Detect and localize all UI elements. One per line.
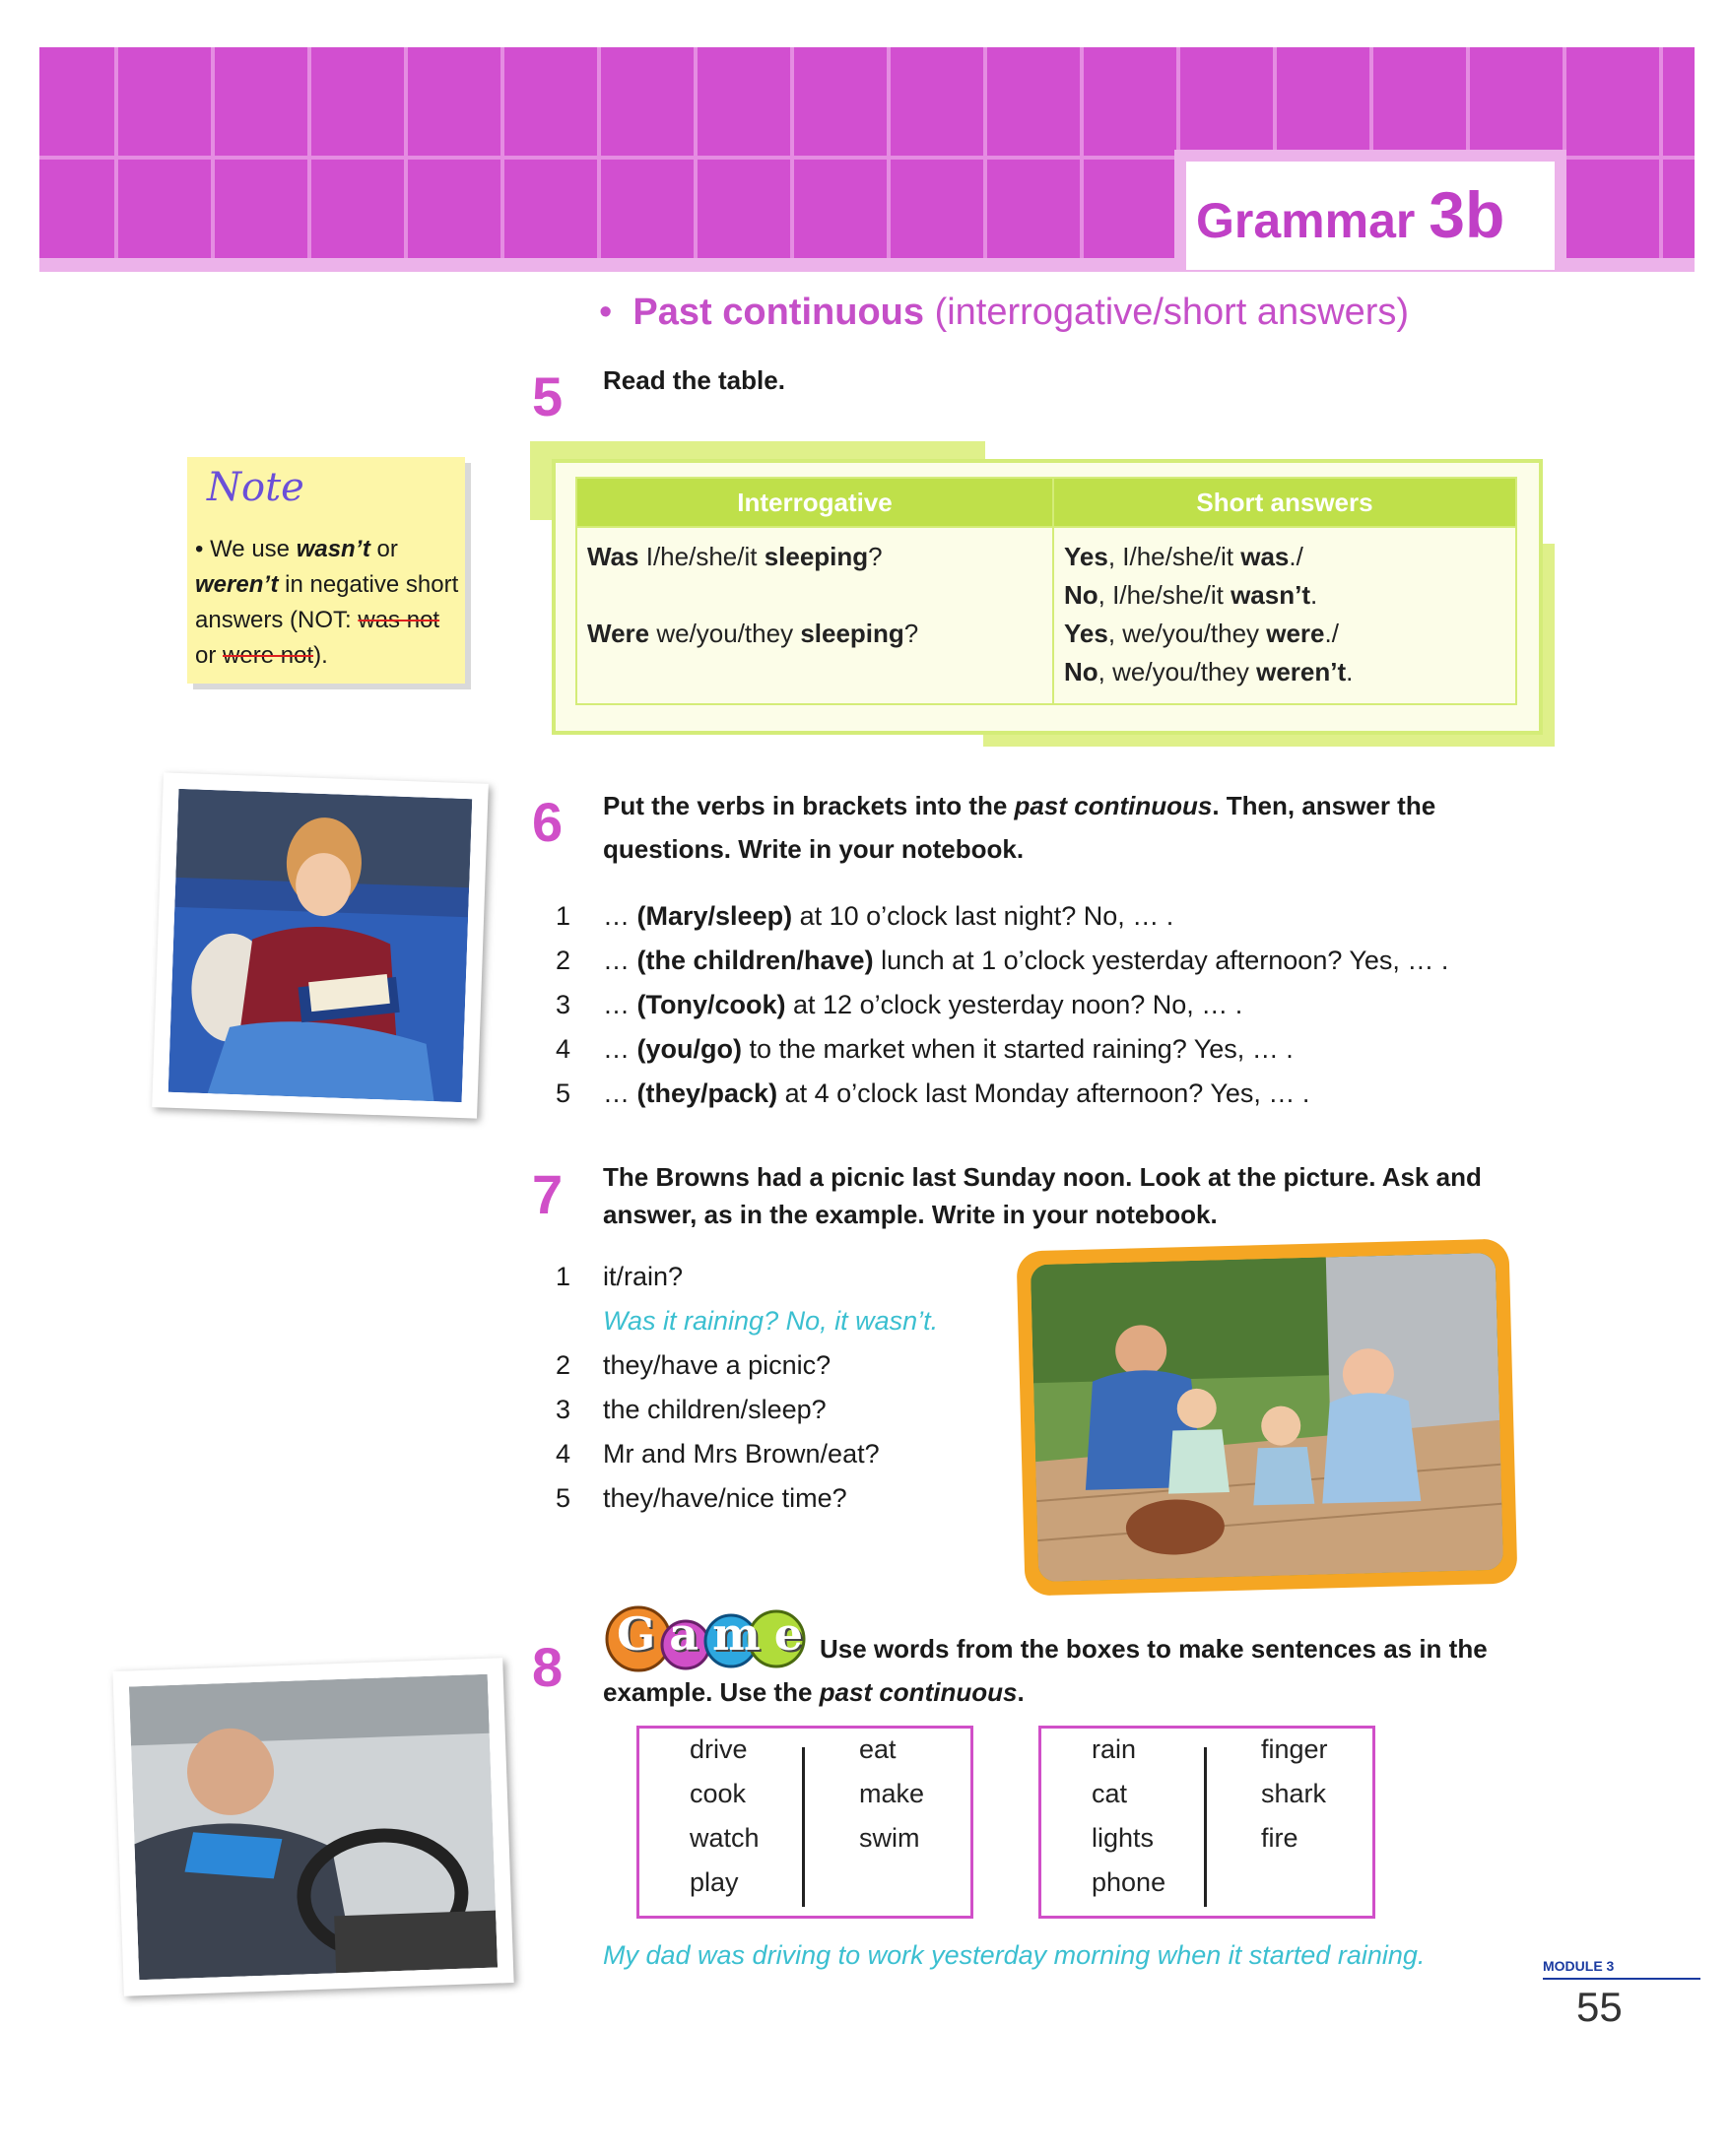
table-cell-answers <box>1053 527 1516 704</box>
module-label: MODULE 3 <box>1543 1958 1615 1974</box>
word-box-divider <box>1204 1747 1207 1907</box>
list-item: 5 … (they/pack) at 4 o’clock last Monday afternoon? Yes, … . <box>556 1078 1310 1108</box>
man-driving-illustration <box>129 1674 498 1981</box>
word-box-nouns-col2 <box>1261 1728 1328 1861</box>
word-box-verbs-col1 <box>690 1728 760 1905</box>
word-item: cat <box>1092 1779 1128 1808</box>
answer-yes-was: Yes, I/he/she/it was./ <box>1064 542 1303 571</box>
note-text: • We use wasn’t or weren’t in negative short answers (NOT: was not or were not). <box>195 536 459 669</box>
exercise-8-instruction: Use words from the boxes to make sentences as in the example. Use the past continuous. <box>603 1634 1488 1707</box>
game-label: Game <box>617 1607 818 1661</box>
exercise-5-number: 5 <box>532 365 564 427</box>
title-code: 3b <box>1429 178 1505 251</box>
word-item: watch <box>690 1823 760 1853</box>
list-item: 1 it/rain? <box>556 1262 684 1291</box>
subtitle-rest: (interrogative/short answers) <box>934 292 1410 333</box>
table-header-interrogative: Interrogative <box>576 478 1053 527</box>
table-row <box>576 527 1516 704</box>
list-item: 4 … (you/go) to the market when it started raining? Yes, … . <box>556 1034 1294 1064</box>
question-were: Were we/you/they sleeping? <box>587 619 919 648</box>
picnic-family-illustration <box>1031 1253 1503 1582</box>
photo-man-driving <box>112 1658 513 1996</box>
list-item: 3 … (Tony/cook) at 12 o’clock yesterday noon? No, … . <box>556 990 1243 1019</box>
exercise-8-example: My dad was driving to work yesterday morning when it started raining. <box>603 1940 1426 1970</box>
exercise-5-instruction: Read the table. <box>603 365 785 395</box>
list-item: 1 … (Mary/sleep) at 10 o’clock last night? No, … . <box>556 901 1174 931</box>
exercise-7-list <box>556 1255 1009 1521</box>
bullet-icon: • <box>599 292 633 333</box>
title-word: Grammar <box>1196 193 1416 248</box>
table-cell-questions <box>576 527 1053 704</box>
word-item: cook <box>690 1779 747 1808</box>
word-item: drive <box>690 1734 748 1764</box>
word-item: shark <box>1261 1779 1327 1808</box>
photo-picnic <box>1031 1253 1503 1582</box>
exercise-8-number: 8 <box>532 1636 564 1698</box>
subtitle-bold: Past continuous <box>632 292 924 333</box>
answer-yes-were: Yes, we/you/they were./ <box>1064 619 1339 648</box>
exercise-6-instruction: Put the verbs in brackets into the past continuous. Then, answer the questions. Write in your notebook. <box>603 791 1436 864</box>
page-title <box>1196 177 1551 252</box>
exercise-6-list <box>556 894 1541 1116</box>
word-box-nouns-col1 <box>1092 1728 1165 1905</box>
photo-girl-reading <box>152 772 489 1118</box>
word-box-verbs-col2 <box>859 1728 924 1861</box>
list-item: 4 Mr and Mrs Brown/eat? <box>556 1439 880 1469</box>
girl-reading-illustration <box>168 789 473 1102</box>
page-number: 55 <box>1576 1984 1623 2030</box>
word-item: rain <box>1092 1734 1137 1764</box>
word-item: lights <box>1092 1823 1155 1853</box>
exercise-6-number: 6 <box>532 791 564 853</box>
list-item: 3 the children/sleep? <box>556 1395 827 1424</box>
list-item: 2 … (the children/have) lunch at 1 o’clock yesterday afternoon? Yes, … . <box>556 946 1449 975</box>
answer-no-werent: No, we/you/they weren’t. <box>1064 657 1354 686</box>
word-item: eat <box>859 1734 897 1764</box>
word-box-divider <box>802 1747 805 1907</box>
note-title: Note <box>207 465 304 510</box>
module-divider <box>1543 1978 1700 1980</box>
word-item: fire <box>1261 1823 1298 1853</box>
exercise-7-instruction: The Browns had a picnic last Sunday noon. Look at the picture. Ask and answer, as in the example. Write in your notebook. <box>603 1162 1482 1229</box>
exercise-7-number: 7 <box>532 1163 564 1225</box>
list-item: 5 they/have/nice time? <box>556 1483 847 1513</box>
word-item: swim <box>859 1823 920 1853</box>
example-answer: Was it raining? No, it wasn’t. <box>603 1306 939 1336</box>
word-item: play <box>690 1867 739 1897</box>
list-item: 2 they/have a picnic? <box>556 1350 832 1380</box>
answer-no-wasnt: No, I/he/she/it wasn’t. <box>1064 580 1318 610</box>
section-subtitle <box>599 292 1409 334</box>
word-item: make <box>859 1779 925 1808</box>
word-item: phone <box>1092 1867 1166 1897</box>
table-header-short-answers: Short answers <box>1053 478 1516 527</box>
question-was: Was I/he/she/it sleeping? <box>587 542 883 571</box>
word-item: finger <box>1261 1734 1328 1764</box>
grammar-table <box>575 477 1517 705</box>
photo-picnic-frame <box>1017 1239 1518 1597</box>
